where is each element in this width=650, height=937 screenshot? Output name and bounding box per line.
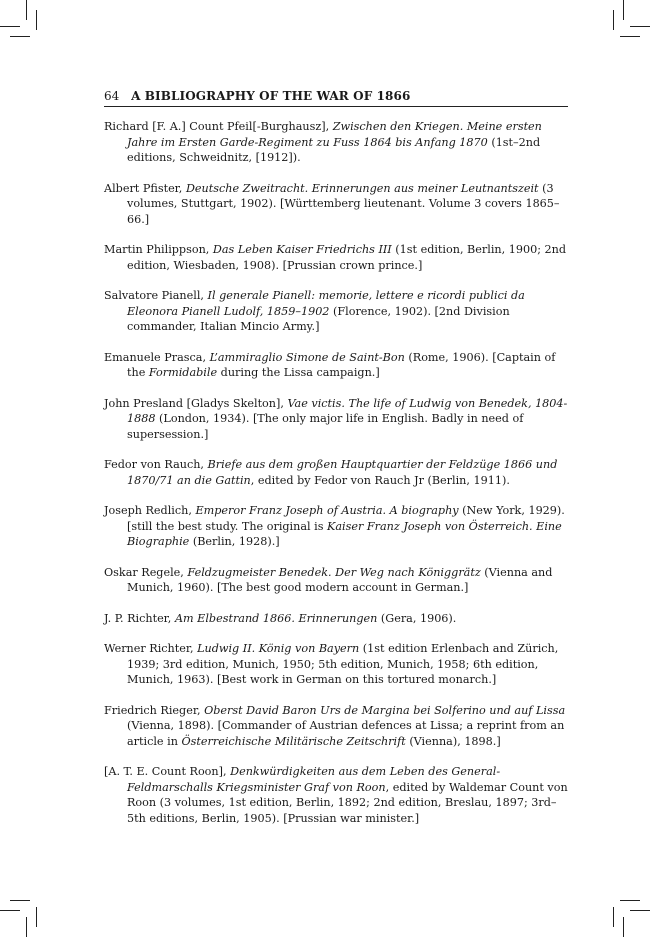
crop-mark: [620, 36, 640, 37]
entry-note: (New York, 1929). [still the best study. The original is: [127, 504, 565, 533]
crop-mark: [0, 910, 20, 911]
bibliography-entry: [104, 181, 568, 228]
entry-note-tail: during the Lissa campaign.]: [220, 366, 380, 379]
entry-note: (Gera, 1906).: [380, 611, 457, 625]
entry-author: [A. T. E. Count Roon],: [104, 765, 227, 778]
crop-mark: [10, 900, 30, 901]
crop-mark: [36, 907, 37, 927]
entry-title: Emperor Franz Joseph of Austria. A biography: [195, 504, 459, 517]
entry-title: Il generale Pianell: memorie, lettere e ricordi publici da Eleonora Pianell Ludolf, 1859–1902: [127, 289, 525, 318]
bibliography-entry: [104, 611, 568, 627]
entry-note: , edited by Waldemar Count von Roon (3 volumes, 1st edition, Berlin, 1892; 2nd edition, Breslau, 1897; 3rd–5th editions, Berlin, 1905). [Prussian war minister.]: [127, 780, 568, 825]
entry-author: Friedrich Rieger,: [104, 703, 201, 717]
entry-title: Oberst David Baron Urs de Margina bei Solferino und auf Lissa: [204, 703, 566, 717]
entry-title: Vae victis. The life of Ludwig von Benedek, 1804-1888: [127, 396, 568, 425]
page-number: 64: [104, 89, 120, 103]
bibliography-entry: [104, 764, 568, 826]
entry-note: (Vienna and Munich, 1960). [The best good modern account in German.]: [127, 565, 553, 594]
bibliography-list: [104, 119, 568, 841]
entry-title: L’ammiraglio Simone de Saint-Bon: [209, 350, 405, 364]
entry-author: John Presland [Gladys Skelton],: [104, 396, 284, 410]
entry-note: (1st edition, Berlin, 1900; 2nd edition, Wiesbaden, 1908). [Prussian crown prince.]: [127, 243, 567, 272]
crop-mark: [613, 10, 614, 30]
bibliography-entry: [104, 396, 568, 443]
entry-author: Martin Philippson,: [104, 243, 210, 256]
entry-title: Ludwig II. König von Bayern: [197, 642, 360, 655]
running-header: [104, 86, 568, 107]
entry-note: (1st edition Erlenbach and Zürich, 1939; 3rd edition, Munich, 1950; 5th edition, Munich, 1958; 6th edition, Munich, 1963). [Best work in German on this tortured monarch.]: [127, 642, 559, 686]
entry-title: Zwischen den Kriegen. Meine ersten Jahre im Ersten Garde-Regiment zu Fuss 1864 bis Anfang 1870: [127, 120, 542, 149]
entry-title: Das Leben Kaiser Friedrichs III: [212, 243, 392, 256]
crop-mark: [630, 910, 650, 911]
crop-mark: [620, 900, 640, 901]
crop-mark: [10, 36, 30, 37]
entry-title: Am Elbestrand 1866. Erinnerungen: [174, 611, 378, 625]
bibliography-entry: [104, 641, 568, 688]
bibliography-entry: [104, 503, 568, 550]
bibliography-entry: [104, 288, 568, 335]
entry-author: Salvatore Pianell,: [104, 289, 204, 302]
entry-note: (Rome, 1906). [Captain of the: [127, 350, 556, 379]
entry-note-tail: (Vienna), 1898.]: [409, 734, 501, 748]
entry-note: (Vienna, 1898). [Commander of Austrian defences at Lissa; a reprint from an article in: [127, 719, 565, 748]
entry-note: (London, 1934). [The only major life in English. Badly in need of supersession.]: [127, 412, 524, 441]
bibliography-entry: [104, 703, 568, 750]
entry-author: Emanuele Prasca,: [104, 350, 207, 364]
crop-mark: [36, 10, 37, 30]
entry-author: Richard [F. A.] Count Pfeil[-Burghausz],: [104, 120, 330, 133]
entry-author: Oskar Regele,: [104, 565, 184, 579]
bibliography-entry: [104, 119, 568, 166]
entry-author: J. P. Richter,: [104, 611, 172, 625]
bibliography-entry: [104, 565, 568, 596]
entry-note: , edited by Fedor von Rauch Jr (Berlin, 1911).: [250, 473, 510, 487]
entry-note-title: Österreichische Militärische Zeitschrift: [181, 734, 406, 748]
crop-mark: [26, 0, 27, 20]
crop-mark: [623, 917, 624, 937]
entry-note: (Florence, 1902). [2nd Division commander, Italian Mincio Army.]: [127, 304, 510, 333]
entry-note: (3 volumes, Stuttgart, 1902). [Württemberg lieutenant. Volume 3 covers 1865–66.]: [127, 181, 560, 226]
entry-author: Albert Pfister,: [104, 181, 183, 195]
page-title: A BIBLIOGRAPHY OF THE WAR OF 1866: [131, 89, 411, 103]
entry-note-tail: (Berlin, 1928).]: [192, 535, 280, 548]
entry-note-title: Kaiser Franz Joseph von Österreich. Eine Biographie: [127, 519, 562, 548]
entry-author: Fedor von Rauch,: [104, 458, 204, 471]
entry-author: Werner Richter,: [104, 642, 194, 655]
bibliography-entry: [104, 457, 568, 488]
bibliography-entry: [104, 350, 568, 381]
crop-mark: [26, 917, 27, 937]
crop-mark: [630, 26, 650, 27]
entry-title: Deutsche Zweitracht. Erinnerungen aus meiner Leutnantszeit: [185, 181, 539, 195]
crop-mark: [613, 907, 614, 927]
entry-title: Denkwürdigkeiten aus dem Leben des General-Feldmarschalls Kriegsminister Graf von Roon: [127, 765, 501, 794]
entry-note: (1st–2nd editions, Schweidnitz, [1912]).: [127, 135, 541, 164]
entry-note-title: Formidabile: [148, 366, 218, 379]
entry-title: Feldzugmeister Benedek. Der Weg nach Königgrätz: [187, 565, 481, 579]
crop-mark: [0, 26, 20, 27]
entry-author: Joseph Redlich,: [104, 504, 192, 517]
crop-mark: [623, 0, 624, 20]
entry-title: Briefe aus dem großen Hauptquartier der Feldzüge 1866 und 1870/71 an die Gattin: [127, 458, 558, 487]
bibliography-entry: [104, 242, 568, 273]
